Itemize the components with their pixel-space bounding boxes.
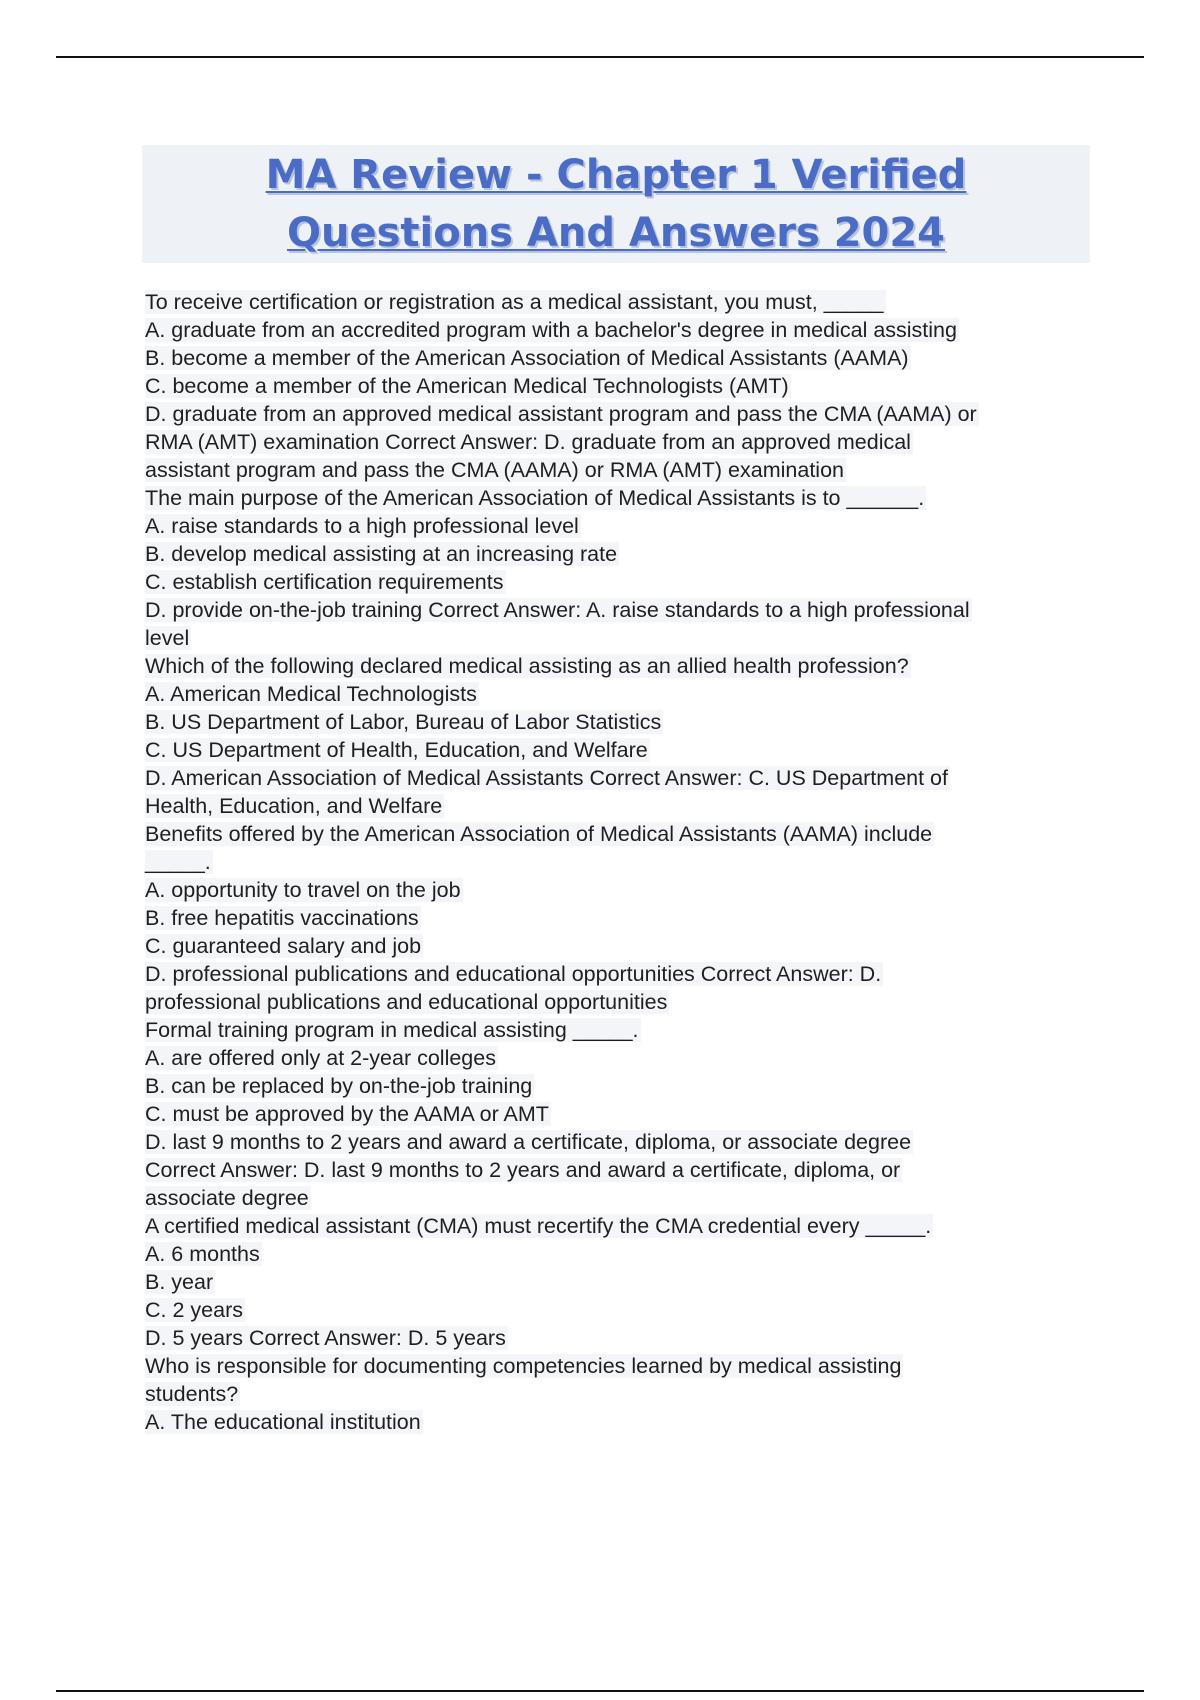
answer-line: level	[145, 626, 190, 650]
bottom-rule	[56, 1690, 1144, 1692]
answer-line: professional publications and educational opportunities	[145, 990, 668, 1014]
answer-line: RMA (AMT) examination Correct Answer: D. graduate from an approved medical	[145, 430, 911, 454]
option-line: C. 2 years	[145, 1298, 243, 1322]
option-line: A. are offered only at 2-year colleges	[145, 1046, 496, 1070]
option-line: D. graduate from an approved medical assistant program and pass the CMA (AAMA) or	[145, 402, 977, 426]
title-line-1: MA Review - Chapter 1 Verified	[265, 152, 967, 198]
option-line: A. raise standards to a high professional level	[145, 514, 579, 538]
question-line: Who is responsible for documenting competencies learned by medical assisting	[145, 1354, 902, 1378]
question-line: Formal training program in medical assisting _____.	[145, 1018, 639, 1042]
answer-line: associate degree	[145, 1186, 309, 1210]
answer-line: Correct Answer: D. last 9 months to 2 years and award a certificate, diploma, or	[145, 1158, 901, 1182]
option-line: B. develop medical assisting at an increasing rate	[145, 542, 618, 566]
option-line: D. American Association of Medical Assistants Correct Answer: C. US Department of	[145, 766, 948, 790]
question-line: Which of the following declared medical assisting as an allied health profession?	[145, 654, 909, 678]
option-line: D. last 9 months to 2 years and award a certificate, diploma, or associate degree	[145, 1130, 912, 1154]
option-line: A. American Medical Technologists	[145, 682, 477, 706]
answer-line: assistant program and pass the CMA (AAMA) or RMA (AMT) examination	[145, 458, 844, 482]
top-rule	[56, 56, 1144, 58]
option-line: B. become a member of the American Association of Medical Assistants (AAMA)	[145, 346, 909, 370]
question-line: _____.	[145, 850, 211, 874]
option-line: B. can be replaced by on-the-job training	[145, 1074, 533, 1098]
option-line: B. free hepatitis vaccinations	[145, 906, 419, 930]
option-line: C. must be approved by the AAMA or AMT	[145, 1102, 549, 1126]
question-line: The main purpose of the American Association of Medical Assistants is to ______.	[145, 486, 925, 510]
title-line-2: Questions And Answers 2024	[286, 210, 946, 256]
option-line: A. opportunity to travel on the job	[145, 878, 461, 902]
option-line: A. 6 months	[145, 1242, 260, 1266]
option-line: D. professional publications and educational opportunities Correct Answer: D.	[145, 962, 882, 986]
option-line: C. guaranteed salary and job	[145, 934, 422, 958]
document-title	[142, 145, 1090, 263]
qa-body	[145, 288, 1085, 1436]
option-line: A. The educational institution	[145, 1410, 421, 1434]
option-line: B. year	[145, 1270, 214, 1294]
question-line: Benefits offered by the American Association of Medical Assistants (AAMA) include	[145, 822, 933, 846]
option-line: B. US Department of Labor, Bureau of Labor Statistics	[145, 710, 662, 734]
option-line: D. provide on-the-job training Correct Answer: A. raise standards to a high professional	[145, 598, 970, 622]
option-line: C. become a member of the American Medical Technologists (AMT)	[145, 374, 789, 398]
question-line: To receive certification or registration as a medical assistant, you must, _____	[145, 290, 884, 314]
option-line: A. graduate from an accredited program with a bachelor's degree in medical assisting	[145, 318, 957, 342]
answer-line: Health, Education, and Welfare	[145, 794, 443, 818]
option-line: D. 5 years Correct Answer: D. 5 years	[145, 1326, 506, 1350]
option-line: C. establish certification requirements	[145, 570, 504, 594]
question-line: students?	[145, 1382, 239, 1406]
option-line: C. US Department of Health, Education, and Welfare	[145, 738, 648, 762]
question-line: A certified medical assistant (CMA) must recertify the CMA credential every _____.	[145, 1214, 932, 1238]
